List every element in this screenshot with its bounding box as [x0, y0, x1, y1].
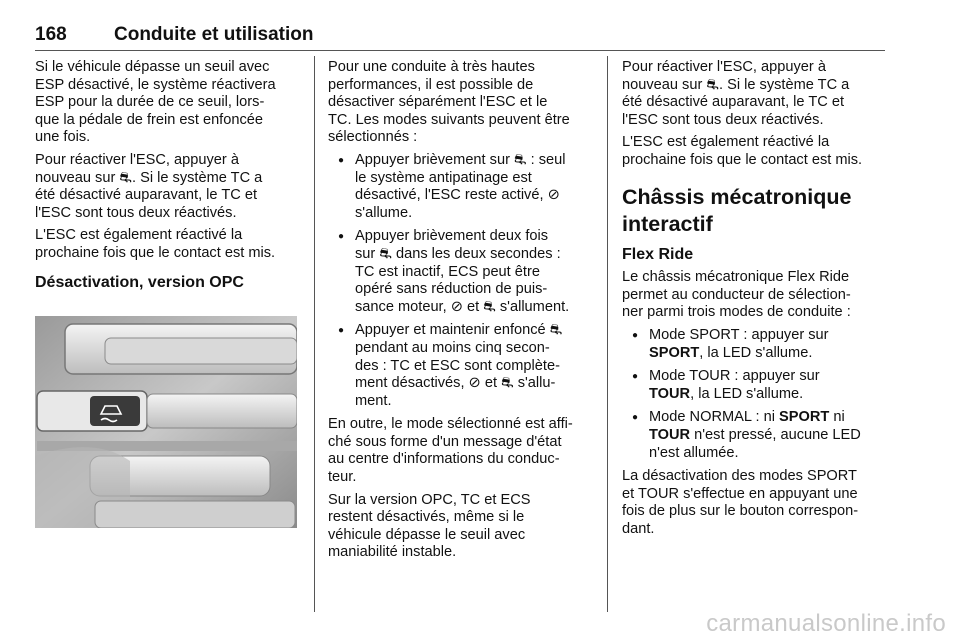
- subsection-heading: Flex Ride: [622, 245, 694, 263]
- paragraph: Si le véhicule dépasse un seuil avec ESP désactivé, le système réactivera ESP pour la durée de ce seuil, lors- que la pédale de frein est enfoncée une fois.: [35, 59, 276, 146]
- paragraph: En outre, le mode sélectionné est affi- ché sous forme d'un message d'état au centre d'informations du conduc- teur.: [328, 416, 573, 486]
- header-rule: [35, 50, 885, 51]
- paragraph: La désactivation des modes SPORT et TOUR s'effectue en appuyant une fois de plus sur le bouton correspon- dant.: [622, 468, 859, 537]
- list-item: ● Appuyer et maintenir enfoncé ⛐ pendant au moins cinq secon- des : TC et ESC sont complète- ment désactivés, ⊘ et ⛐ s'allu- ment.: [328, 322, 598, 410]
- paragraph: L'ESC est également réactivé la prochaine fois que le contact est mis.: [35, 227, 276, 261]
- list-item: ● Mode TOUR : appuyer sur TOUR, la LED s'allume.: [622, 368, 890, 403]
- page-title: Conduite et utilisation: [114, 24, 314, 45]
- paragraph: Le châssis mécatronique Flex Ride permet au conducteur de sélection- ner parmi trois modes de conduite :: [622, 269, 851, 321]
- column-2: [328, 59, 598, 567]
- console-button-photo: [35, 316, 297, 528]
- page-number: 168: [35, 24, 67, 45]
- paragraph: Pour réactiver l'ESC, appuyer à nouveau sur ⛐. Si le système TC a été désactivé auparavant, le TC et l'ESC sont tous deux réactivés.: [35, 151, 263, 221]
- page-header: [35, 24, 885, 50]
- list-item: ● Appuyer brièvement deux fois sur ⛐ dans les deux secondes : TC est inactif, ECS peut être opéré sans réduction de puis- sance moteur, ⊘ et ⛐ s'allument.: [328, 228, 598, 316]
- section-heading: Châssis mécatronique interactif: [622, 184, 852, 236]
- column-divider-2: [607, 56, 608, 612]
- paragraph: L'ESC est également réactivé la prochaine fois que le contact est mis.: [622, 134, 863, 168]
- paragraph: Sur la version OPC, TC et ECS restent désactivés, même si le véhicule dépasse le seuil avec maniabilité instable.: [328, 491, 531, 561]
- bullet-list: [622, 327, 890, 462]
- column-1: [35, 59, 303, 301]
- section-heading: Désactivation, version OPC: [35, 273, 244, 291]
- list-item: ● Mode SPORT : appuyer sur SPORT, la LED s'allume.: [622, 327, 890, 362]
- list-item: ● Mode NORMAL : ni SPORT ni TOUR n'est pressé, aucune LED n'est allumée.: [622, 409, 890, 462]
- paragraph: Pour une conduite à très hautes performances, il est possible de désactiver séparément l'ESC et le TC. Les modes suivants peuvent être sélectionnés :: [328, 59, 570, 146]
- column-3: [622, 59, 890, 543]
- paragraph: Pour réactiver l'ESC, appuyer à nouveau sur ⛐. Si le système TC a été désactivé auparavant, le TC et l'ESC sont tous deux réactivés.: [622, 59, 850, 128]
- list-item: ● Appuyer brièvement sur ⛐ : seul le système antipatinage est désactivé, l'ESC reste activé, ⊘ s'allume.: [328, 152, 598, 222]
- watermark: carmanualsonline.info: [706, 610, 946, 637]
- bullet-list: [328, 152, 598, 410]
- column-divider-1: [314, 56, 315, 612]
